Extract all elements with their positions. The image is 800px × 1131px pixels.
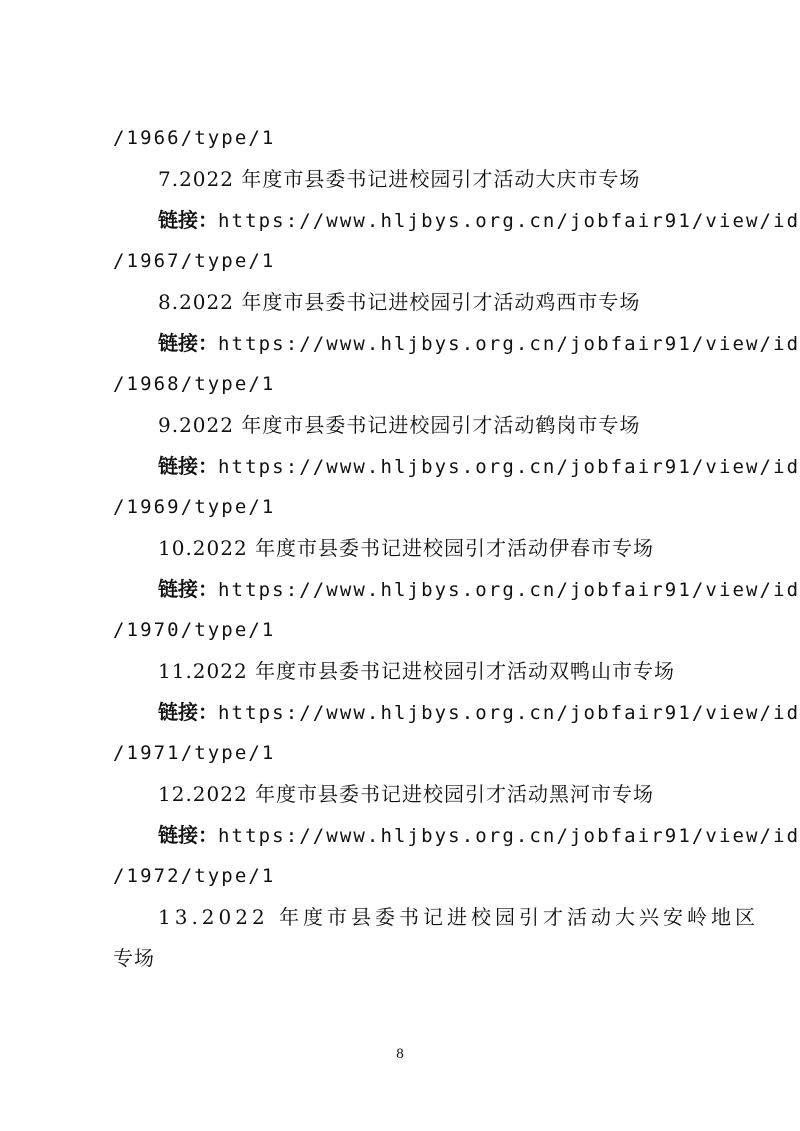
- link-continuation: /1967/type/1: [113, 250, 276, 272]
- link-line: [158, 574, 800, 605]
- link-url[interactable]: https://www.hljbys.org.cn/jobfair91/view/id: [218, 702, 800, 724]
- link-url[interactable]: https://www.hljbys.org.cn/jobfair91/view/id: [218, 456, 800, 478]
- event-title: 11.2022 年度市县委书记进校园引才活动双鸭山市专场: [158, 659, 676, 683]
- link-url[interactable]: https://www.hljbys.org.cn/jobfair91/view/id: [218, 210, 800, 232]
- event-title: 7.2022 年度市县委书记进校园引才活动大庆市专场: [158, 167, 641, 191]
- link-line: [158, 451, 800, 482]
- event-title: 9.2022 年度市县委书记进校园引才活动鹤岗市专场: [158, 413, 641, 437]
- link-line: [158, 697, 800, 728]
- event-title: 8.2022 年度市县委书记进校园引才活动鸡西市专场: [158, 290, 641, 314]
- link-continuation: /1971/type/1: [113, 742, 276, 764]
- link-label: 链接：: [158, 700, 218, 724]
- link-url[interactable]: https://www.hljbys.org.cn/jobfair91/view/id: [218, 333, 800, 355]
- title-continuation: 专场: [113, 946, 155, 970]
- link-label: 链接：: [158, 331, 218, 355]
- event-title: 10.2022 年度市县委书记进校园引才活动伊春市专场: [158, 536, 655, 560]
- link-line: [158, 820, 800, 851]
- link-url[interactable]: https://www.hljbys.org.cn/jobfair91/view/id: [218, 579, 800, 601]
- link-continuation: /1966/type/1: [113, 127, 276, 149]
- event-title: 12.2022 年度市县委书记进校园引才活动黑河市专场: [158, 782, 655, 806]
- link-label: 链接：: [158, 823, 218, 847]
- link-continuation: /1970/type/1: [113, 619, 276, 641]
- link-label: 链接：: [158, 454, 218, 478]
- link-line: [158, 328, 800, 359]
- event-title: 13.2022 年度市县委书记进校园引才活动大兴安岭地区: [158, 905, 760, 929]
- link-label: 链接：: [158, 577, 218, 601]
- link-line: [158, 205, 800, 236]
- page-number: 8: [396, 1046, 404, 1062]
- link-continuation: /1969/type/1: [113, 496, 276, 518]
- link-continuation: /1968/type/1: [113, 373, 276, 395]
- link-continuation: /1972/type/1: [113, 865, 276, 887]
- link-label: 链接：: [158, 208, 218, 232]
- link-url[interactable]: https://www.hljbys.org.cn/jobfair91/view/id: [218, 825, 800, 847]
